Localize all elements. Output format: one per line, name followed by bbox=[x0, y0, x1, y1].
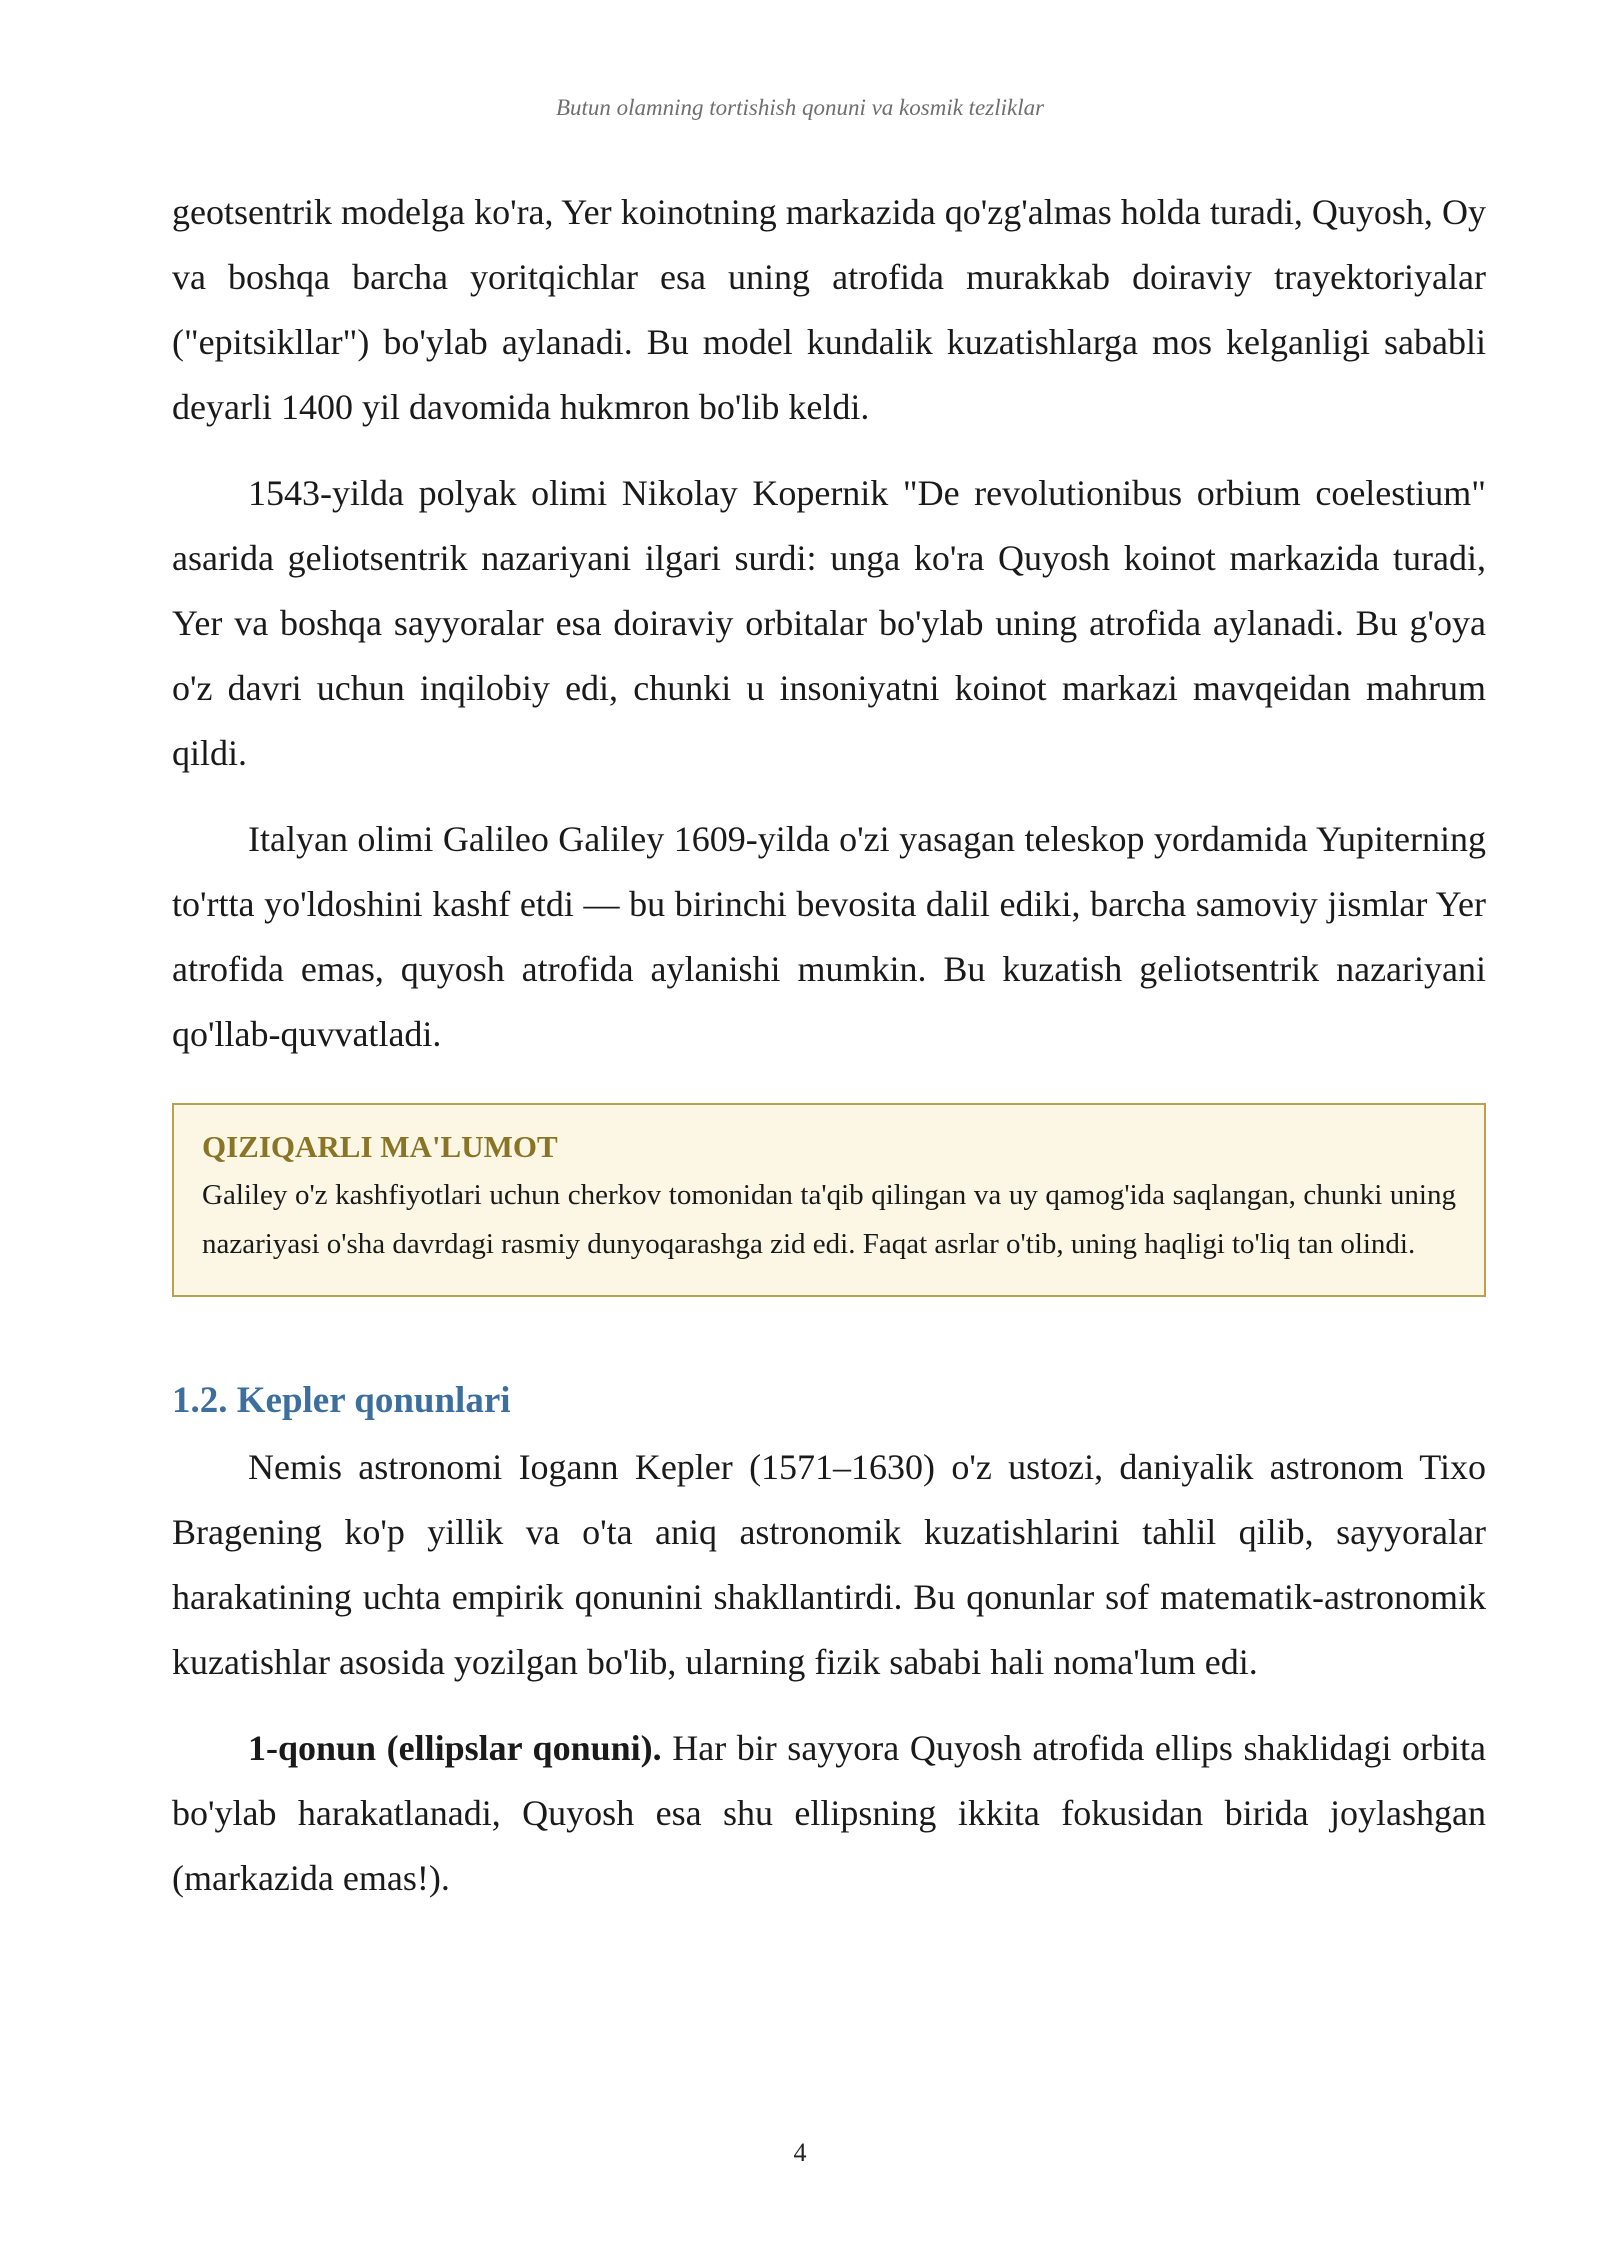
page-content bbox=[172, 180, 1486, 1911]
section-heading: 1.2. Kepler qonunlari bbox=[172, 1380, 511, 1421]
note-text: Galiley o'z kashfiyotlari uchun cherkov tomonidan ta'qib qilingan va uy qamog'ida saqlangan, chunki uning nazariyasi o'sha davrdagi rasmiy dunyoqarashga zid edi. Faqat asrlar o'tib, uning haqligi to'liq tan olindi. bbox=[202, 1179, 1456, 1260]
paragraph-kepler-intro: Nemis astronomi Iogann Kepler (1571–1630) o'z ustozi, daniyalik astronom Tixo Bragening ko'p yillik va o'ta aniq astronomik kuzatishlarini tahlil qilib, sayyoralar harakatining uchta empirik qonunini shakllantirdi. Bu qonunlar sof matematik-astronomik kuzatishlar asosida yozilgan bo'lib, ularning fizik sababi hali noma'lum edi. bbox=[172, 1447, 1486, 1682]
interesting-fact-box bbox=[172, 1103, 1486, 1297]
paragraph-spacer bbox=[172, 440, 1486, 461]
paragraph-kepler-law1 bbox=[172, 1716, 1486, 1911]
paragraph-copernicus: 1543-yilda polyak olimi Nikolay Kopernik "De revolutionibus orbium coelestium" asarida geliotsentrik nazariyani ilgari surdi: unga ko'ra Quyosh koinot markazida turadi, Yer va boshqa sayyoralar esa doiraviy orbitalar bo'ylab uning atrofida aylanadi. Bu g'oya o'z davri uchun inqilobiy edi, chunki u insoniyatni koinot markazi mavqeidan mahrum qildi. bbox=[172, 473, 1486, 773]
running-header: Butun olamning tortishish qonuni va kosmik tezliklar bbox=[555, 95, 1045, 120]
law1-text: Har bir sayyora Quyosh atrofida ellips shaklidagi orbita bo'ylab harakatlanadi, Quyosh esa shu ellipsning ikkita fokusidan birida joylashgan (markazida emas!). bbox=[172, 1728, 1487, 1898]
note-title: QIZIQARLI MA'LUMOT bbox=[202, 1129, 558, 1164]
law1-title: 1-qonun (ellipslar qonuni). bbox=[248, 1728, 662, 1768]
paragraph-spacer bbox=[172, 1695, 1486, 1716]
paragraph-geocentric: geotsentrik modelga ko'ra, Yer koinotning markazida qo'zg'almas holda turadi, Quyosh, Oy va boshqa barcha yoritqichlar esa uning atrofida murakkab doiraviy trayektoriyalar ("epitsikllar") bo'ylab aylanadi. Bu model kundalik kuzatishlarga mos kelganligi sababli deyarli 1400 yil davomida hukmron bo'lib keldi. bbox=[172, 192, 1486, 427]
paragraph-spacer bbox=[172, 786, 1486, 807]
paragraph-galileo: Italyan olimi Galileo Galiley 1609-yilda o'zi yasagan teleskop yordamida Yupiterning to'rtta yo'ldoshini kashf etdi — bu birinchi bevosita dalil ediki, barcha samoviy jismlar Yer atrofida emas, quyosh atrofida aylanishi mumkin. Bu kuzatish geliotsentrik nazariyani qo'llab-quvvatladi. bbox=[172, 819, 1486, 1054]
page-number: 4 bbox=[793, 2138, 807, 2167]
